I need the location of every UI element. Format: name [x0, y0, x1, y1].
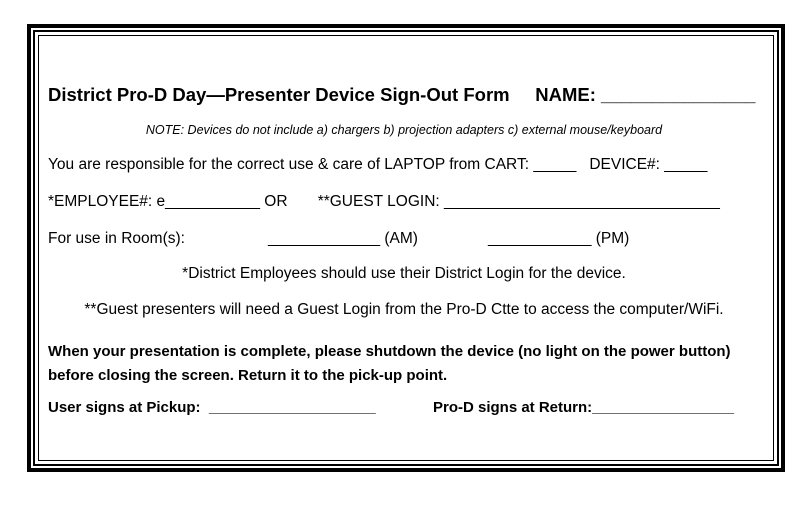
- room-am-field: _____________ (AM): [268, 230, 418, 247]
- room-label: For use in Room(s):: [48, 230, 185, 247]
- return-signature-line: Pro-D signs at Return:_________________: [433, 399, 734, 416]
- district-employee-note: *District Employees should use their District Login for the device.: [182, 265, 626, 282]
- guest-presenter-note: **Guest presenters will need a Guest Login from the Pro-D Ctte to access the computer/WiFi.: [84, 301, 724, 318]
- pickup-signature-line: User signs at Pickup: ____________________: [48, 399, 376, 416]
- employee-guest-line: *EMPLOYEE#: e___________ OR **GUEST LOGIN: ________________________________: [48, 193, 720, 210]
- responsibility-line: You are responsible for the correct use & care of LAPTOP from CART: _____ DEVICE#: _____: [48, 156, 708, 173]
- room-pm-field: ____________ (PM): [488, 230, 630, 247]
- form-title: District Pro-D Day—Presenter Device Sign-Out Form NAME: _______________: [48, 84, 756, 105]
- completion-instructions: When your presentation is complete, please shutdown the device (no light on the power button) before closing the screen. Return it to the pick-up point.: [48, 343, 731, 384]
- devices-note: NOTE: Devices do not include a) chargers b) projection adapters c) external mouse/keyboard: [145, 123, 663, 137]
